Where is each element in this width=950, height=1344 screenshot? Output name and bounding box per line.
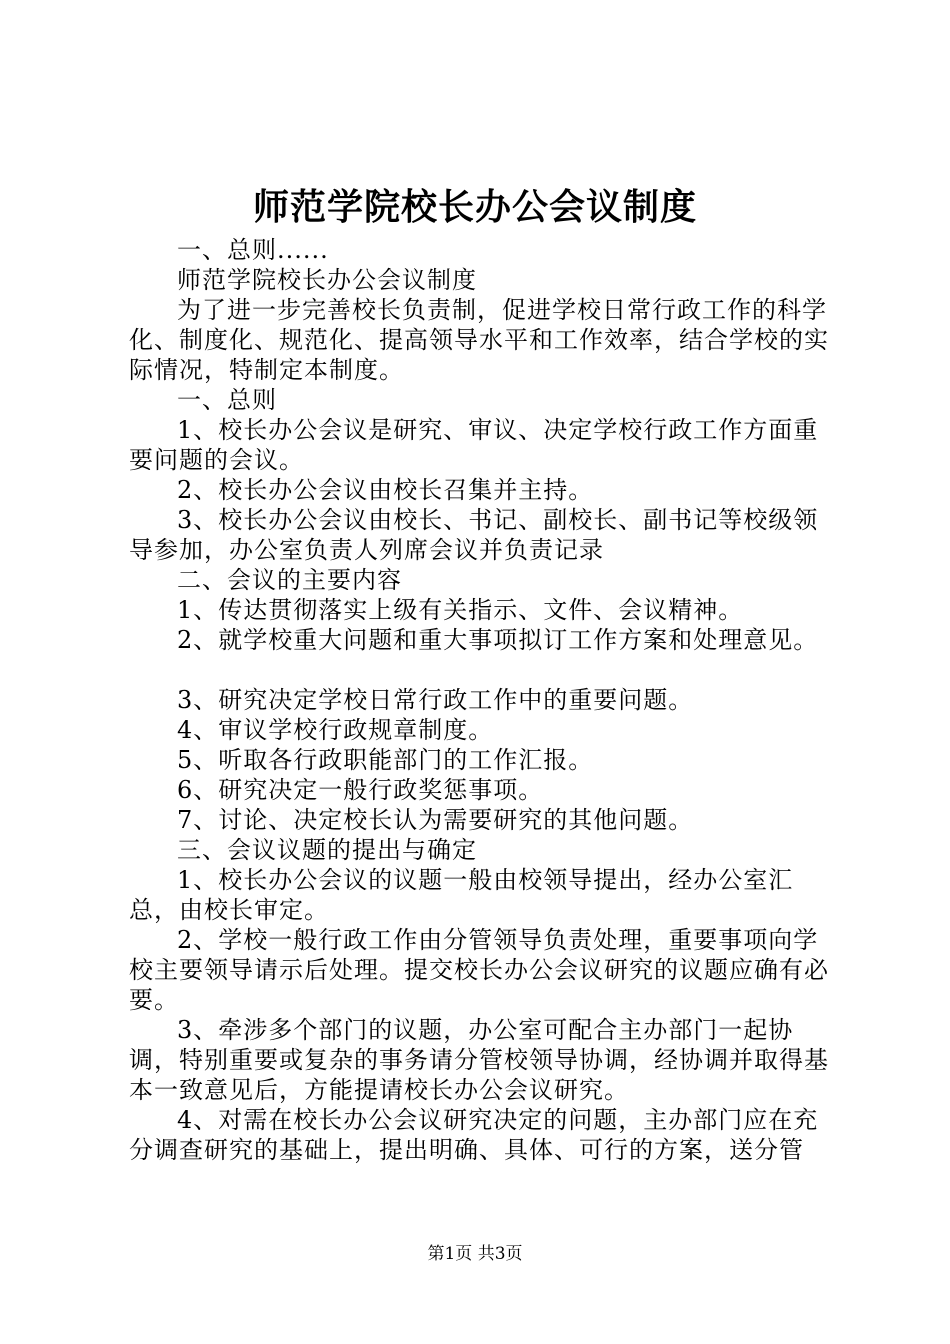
paragraph: 5、听取各行政职能部门的工作汇报。 bbox=[177, 746, 594, 774]
paragraph: 7、讨论、决定校长认为需要研究的其他问题。 bbox=[177, 806, 694, 834]
paragraph: 2、学校一般行政工作由分管领导负责处理，重要事项向学校主要领导请示后处理。提交校长办公会议研究的议题应确有必要。 bbox=[129, 926, 829, 1014]
document-body bbox=[129, 235, 829, 1165]
paragraph: 为了进一步完善校长负责制，促进学校日常行政工作的科学化、制度化、规范化、提高领导水平和工作效率，结合学校的实际情况，特制定本制度。 bbox=[129, 296, 829, 384]
paragraph: 3、研究决定学校日常行政工作中的重要问题。 bbox=[177, 686, 694, 714]
paragraph: 4、审议学校行政规章制度。 bbox=[177, 716, 494, 744]
paragraph: 一、总则...... bbox=[177, 236, 329, 264]
paragraph: 1、校长办公会议是研究、审议、决定学校行政工作方面重要问题的会议。 bbox=[129, 416, 819, 474]
paragraph: 4、对需在校长办公会议研究决定的问题，主办部门应在充分调查研究的基础上，提出明确、具体、可行的方案，送分管 bbox=[129, 1106, 819, 1164]
section-heading: 三、会议议题的提出与确定 bbox=[177, 836, 477, 864]
document-title: 师范学院校长办公会议制度 bbox=[252, 187, 697, 228]
paragraph: 1、传达贯彻落实上级有关指示、文件、会议精神。 bbox=[177, 596, 744, 624]
page-footer: 第1页 共3页 bbox=[427, 1244, 523, 1264]
section-heading: 一、总则 bbox=[177, 386, 277, 414]
section-heading: 二、会议的主要内容 bbox=[177, 566, 402, 594]
paragraph: 3、牵涉多个部门的议题，办公室可配合主办部门一起协调，特别重要或复杂的事务请分管校领导协调，经协调并取得基本一致意见后，方能提请校长办公会议研究。 bbox=[129, 1016, 829, 1104]
paragraph: 6、研究决定一般行政奖惩事项。 bbox=[177, 776, 544, 804]
paragraph: 2、就学校重大问题和重大事项拟订工作方案和处理意见。 bbox=[177, 626, 819, 654]
paragraph: 师范学院校长办公会议制度 bbox=[177, 266, 477, 294]
paragraph: 1、校长办公会议的议题一般由校领导提出，经办公室汇总，由校长审定。 bbox=[129, 866, 794, 924]
paragraph: 3、校长办公会议由校长、书记、副校长、副书记等校级领导参加，办公室负责人列席会议并负责记录 bbox=[129, 506, 819, 564]
paragraph: 2、校长办公会议由校长召集并主持。 bbox=[177, 476, 594, 504]
